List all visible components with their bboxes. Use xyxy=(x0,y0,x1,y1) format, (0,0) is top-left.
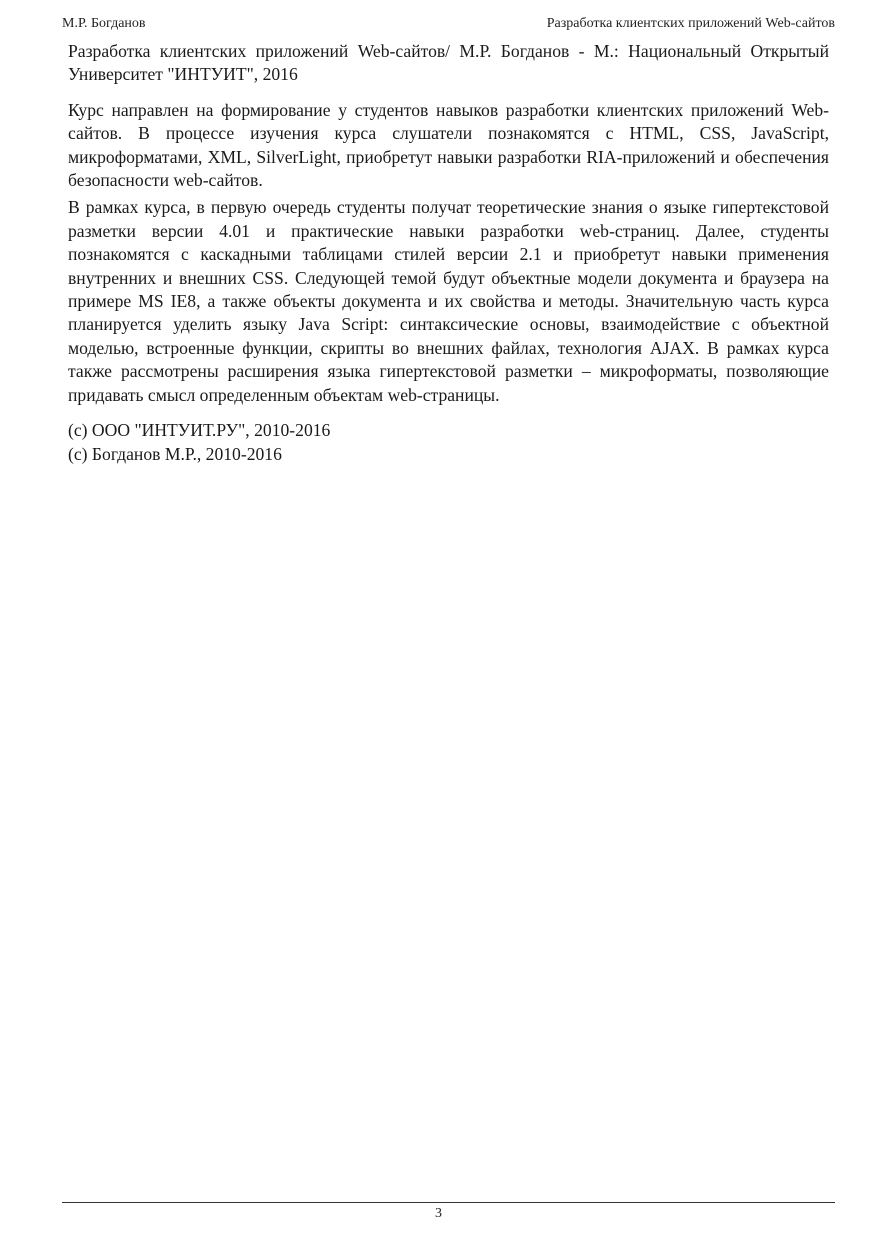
copyright-block xyxy=(68,419,829,466)
copyright-line: (c) ООО "ИНТУИТ.РУ", 2010-2016 xyxy=(68,420,331,441)
abstract-paragraph: В рамках курса, в первую очередь студенты получат теоретические знания о языке гипертекстовой разметки версии 4.01 и практические навыки разработки web-страниц. Далее, студенты познакомятся с каскадными таблицами стилей версии 2.1 и приобретут навыки применения внутренних и внешних CSS. Следующей темой будут объектные модели документа и браузера на примере MS IE8, а также объекты документа и их свойства и методы. Значительную часть курса планируется уделить языку Java Script: синтаксические основы, взаимодействие с объектной моделью, встроенные функции, скрипты во внешних файлах, технология AJAX. В рамках курса также рассмотрены расширения языка гипертекстовой разметки – микроформаты, позволяющие придавать смысл определенным объектам web-страницы. xyxy=(68,197,829,405)
abstract-paragraph: Курс направлен на формирование у студентов навыков разработки клиентских приложений Web-сайтов. В процессе изучения курса слушатели познакомятся с HTML, CSS, JavaScript, микроформатами, XML, SilverLight, приобретут навыки разработки RIA-приложений и обеспечения безопасности web-сайтов. xyxy=(68,99,829,191)
header-author: М.Р. Богданов xyxy=(62,16,146,31)
copyright-line: (c) Богданов М.Р., 2010-2016 xyxy=(68,443,282,464)
page-content xyxy=(68,40,829,466)
footer-divider xyxy=(62,1202,835,1203)
course-abstract xyxy=(68,99,829,407)
page-number: 3 xyxy=(435,1206,442,1221)
header-course-title: Разработка клиентских приложений Web-сайтов xyxy=(546,16,835,31)
running-header xyxy=(62,16,835,36)
bibliographic-citation: Разработка клиентских приложений Web-сайтов/ М.Р. Богданов - М.: Национальный Открытый Университет "ИНТУИТ", 2016 xyxy=(68,41,829,85)
